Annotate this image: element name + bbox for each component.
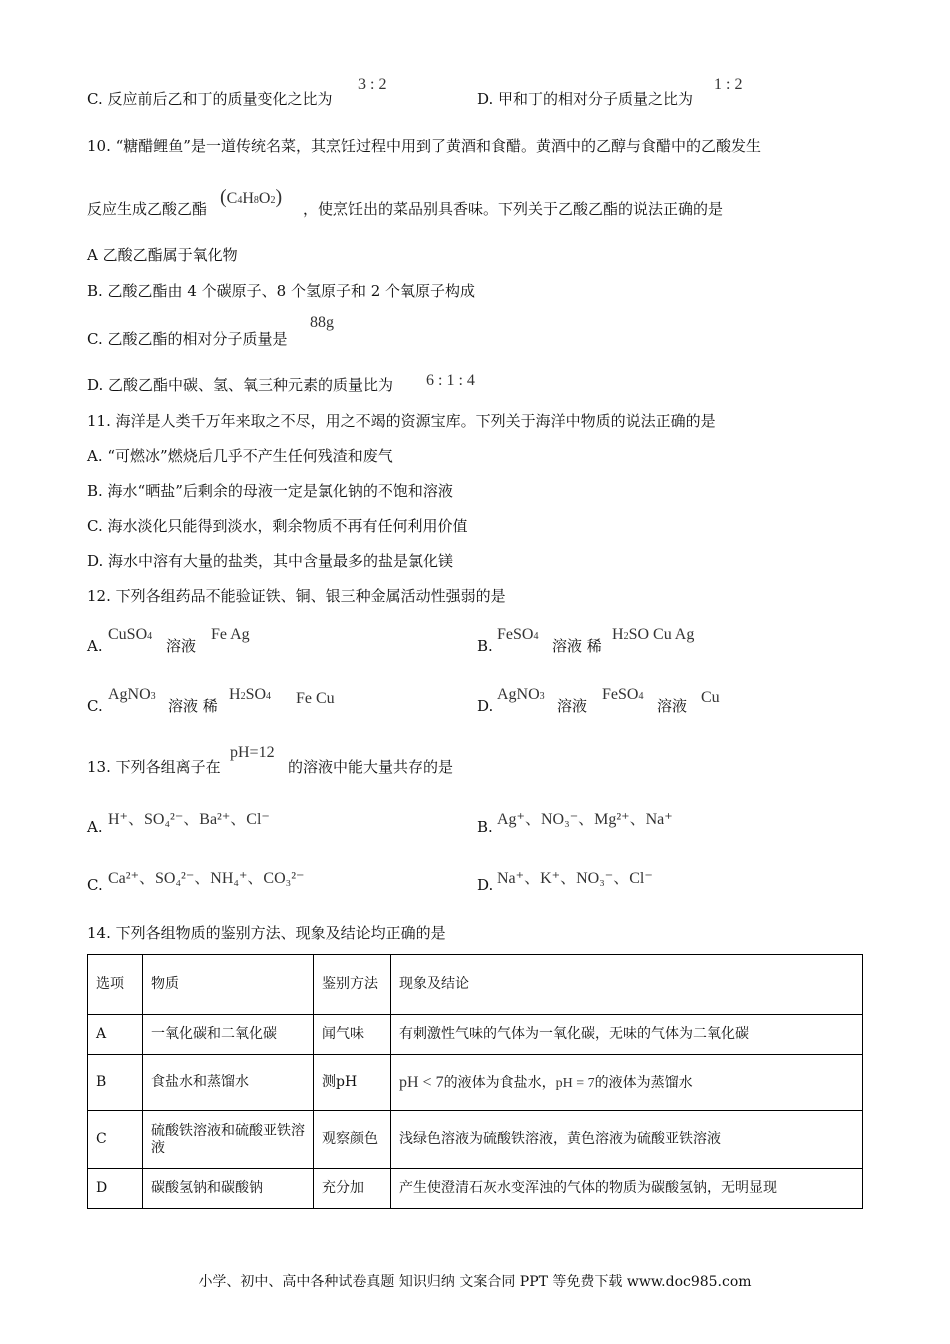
q11-option-a: A. “可燃冰”燃烧后几乎不产生任何残渣和废气 [87, 447, 393, 465]
q12-option-d-metal: Cu [701, 689, 720, 706]
q10-stem-line1: 10. “糖醋鲤鱼”是一道传统名菜，其烹饪过程中用到了黄酒和食醋。黄酒中的乙醇与食醋中的乙酸发生 [87, 137, 761, 155]
q13-stem: 13. 下列各组离子在 [87, 758, 221, 776]
q12-option-c-label: C. [87, 697, 103, 715]
row-option: A [88, 1015, 143, 1055]
q12-option-d-label: D. [477, 697, 494, 715]
row-option: D [88, 1169, 143, 1209]
row-result: 有刺激性气味的气体为一氧化碳，无味的气体为二氧化碳 [391, 1015, 863, 1055]
q13-option-d-ions: Na⁺、K⁺、NO₃⁻、Cl⁻ [497, 870, 653, 887]
q10-option-c-value: 88g [310, 314, 334, 331]
q14-table [87, 954, 863, 1209]
q10-option-b: B. 乙酸乙酯由 4 个碳原子、8 个氢原子和 2 个氧原子构成 [87, 282, 476, 300]
q13-option-c-label: C. [87, 876, 103, 894]
q9-option-c-ratio: 3 : 2 [358, 76, 387, 93]
q12-option-b-label: B. [477, 637, 493, 655]
table-row [88, 1015, 863, 1055]
q13-ph: pH=12 [230, 744, 275, 761]
q12-option-c-acid: H2SO4 [229, 686, 272, 703]
q10-option-a: A 乙酸乙酯属于氧化物 [87, 246, 238, 264]
q12-option-c-text: 溶液 稀 [168, 697, 218, 715]
q9-option-d-ratio: 1 : 2 [714, 76, 743, 93]
q11-stem: 11. 海洋是人类千万年来取之不尽，用之不竭的资源宝库。下列关于海洋中物质的说法正确的是 [87, 412, 716, 430]
header-substance: 物质 [143, 955, 314, 1015]
row-substance: 一氧化碳和二氧化碳 [143, 1015, 314, 1055]
q13-option-b-label: B. [477, 818, 493, 836]
q10-option-d-value: 6 : 1 : 4 [426, 372, 475, 389]
q13-option-a-label: A. [87, 818, 103, 836]
row-result: 产生使澄清石灰水变浑浊的气体的物质为碳酸氢钠，无明显现 [391, 1169, 863, 1209]
q10-option-c: C. 乙酸乙酯的相对分子质量是 [87, 330, 288, 348]
q12-stem: 12. 下列各组药品不能验证铁、铜、银三种金属活动性强弱的是 [87, 587, 506, 605]
header-result: 现象及结论 [391, 955, 863, 1015]
table-row [88, 1169, 863, 1209]
q12-option-c-formula: AgNO3 [108, 686, 156, 703]
q12-option-d-text1: 溶液 [557, 697, 588, 715]
q12-option-a-label: A. [87, 637, 103, 655]
row-option: B [88, 1055, 143, 1111]
q11-option-d: D. 海水中溶有大量的盐类，其中含量最多的盐是氯化镁 [87, 552, 454, 570]
table-row [88, 1111, 863, 1169]
q10-stem-line2-end: ，使烹饪出的菜品别具香味。下列关于乙酸乙酯的说法正确的是 [303, 200, 724, 218]
row-method: 观察颜色 [314, 1111, 391, 1169]
q12-option-a-metals: Fe Ag [211, 626, 250, 643]
q11-option-b: B. 海水“晒盐”后剩余的母液一定是氯化钠的不饱和溶液 [87, 482, 453, 500]
q12-option-d-formula2: FeSO4 [602, 686, 644, 703]
table-row [88, 1055, 863, 1111]
row-method: 闻气味 [314, 1015, 391, 1055]
q13-option-a-ions: H⁺、SO₄²⁻、Ba²⁺、Cl⁻ [108, 811, 270, 828]
q10-stem-line2: 反应生成乙酸乙酯 [87, 200, 208, 218]
q12-option-b-text: 溶液 稀 [552, 637, 602, 655]
q12-option-a-text: 溶液 [166, 637, 197, 655]
q9-option-c: C. 反应前后乙和丁的质量变化之比为 [87, 90, 333, 108]
page-footer: 小学、初中、高中各种试卷真题 知识归纳 文案合同 PPT 等免费下载 www.doc985.com [198, 1274, 752, 1290]
q12-option-c-metals: Fe Cu [296, 690, 335, 707]
row-result: pH < 7的液体为食盐水，pH = 7的液体为蒸馏水 [391, 1055, 863, 1111]
q13-option-d-label: D. [477, 876, 494, 894]
q12-option-b-acid: H2SO Cu Ag [612, 626, 695, 643]
row-substance: 硫酸铁溶液和硫酸亚铁溶液 [143, 1111, 314, 1169]
row-method: 测pH [314, 1055, 391, 1111]
q11-option-c: C. 海水淡化只能得到淡水，剩余物质不再有任何利用价值 [87, 517, 468, 535]
q13-option-c-ions: Ca²⁺、SO₄²⁻、NH₄⁺、CO₃²⁻ [108, 870, 305, 887]
row-substance: 碳酸氢钠和碳酸钠 [143, 1169, 314, 1209]
row-method: 充分加 [314, 1169, 391, 1209]
header-option: 选项 [88, 955, 143, 1015]
q14-stem: 14. 下列各组物质的鉴别方法、现象及结论均正确的是 [87, 924, 446, 942]
q9-option-d: D. 甲和丁的相对分子质量之比为 [477, 90, 694, 108]
q12-option-d-text2: 溶液 [657, 697, 688, 715]
q12-option-d-formula1: AgNO3 [497, 686, 545, 703]
table-header-row [88, 955, 863, 1015]
row-result: 浅绿色溶液为硫酸铁溶液，黄色溶液为硫酸亚铁溶液 [391, 1111, 863, 1169]
q12-option-b-formula: FeSO4 [497, 626, 539, 643]
q12-option-a-formula: CuSO4 [108, 626, 153, 643]
row-substance: 食盐水和蒸馏水 [143, 1055, 314, 1111]
q10-formula: (C4H8O2) [220, 186, 283, 208]
q13-stem-end: 的溶液中能大量共存的是 [288, 758, 454, 776]
header-method: 鉴别方法 [314, 955, 391, 1015]
row-option: C [88, 1111, 143, 1169]
q10-option-d: D. 乙酸乙酯中碳、氢、氧三种元素的质量比为 [87, 376, 394, 394]
q13-option-b-ions: Ag⁺、NO₃⁻、Mg²⁺、Na⁺ [497, 811, 673, 828]
